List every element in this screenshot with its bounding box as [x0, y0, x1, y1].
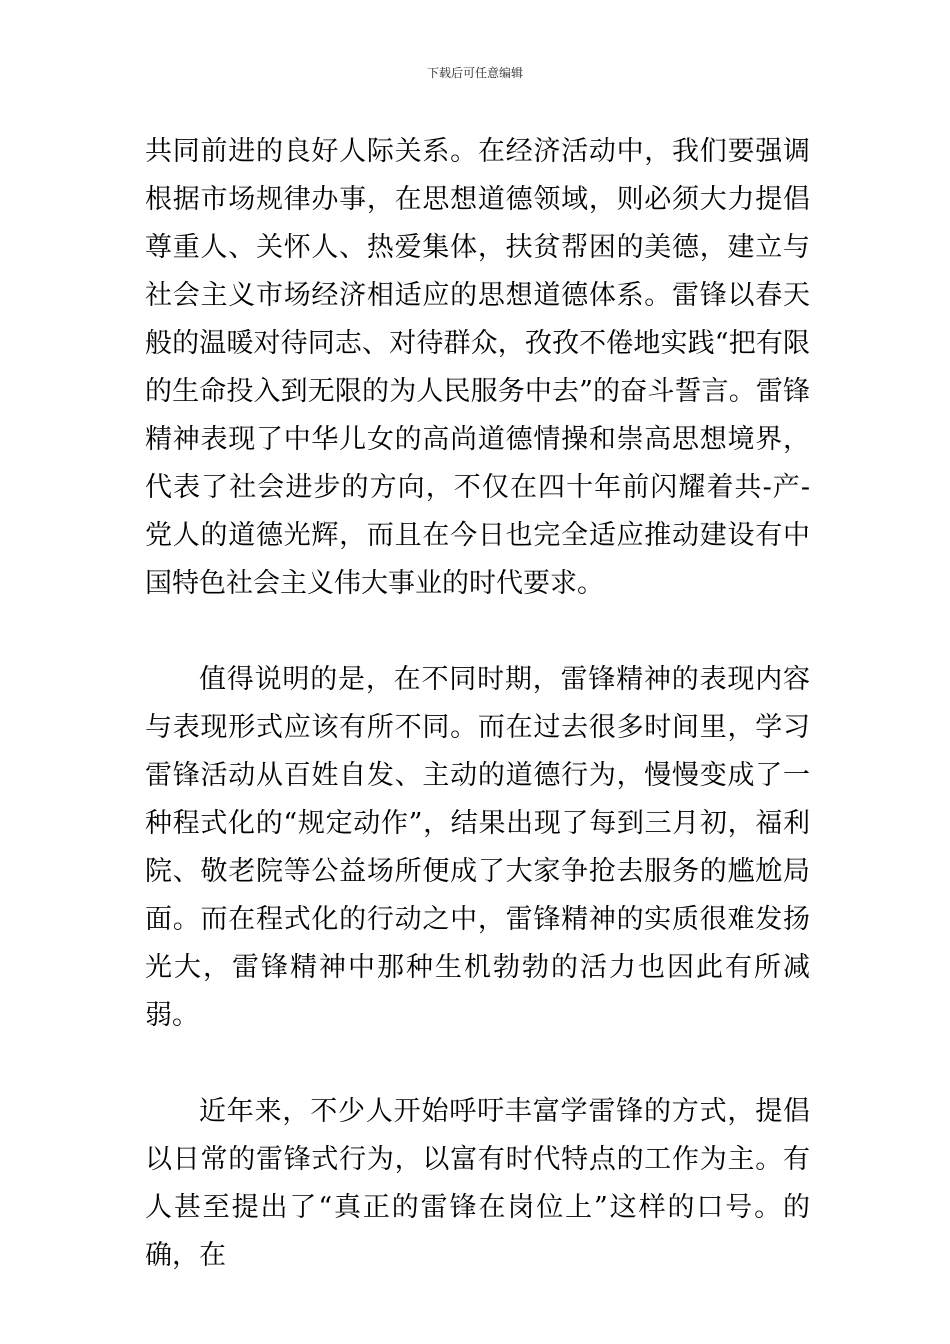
paragraph-1: 共同前进的良好人际关系。在经济活动中，我们要强调根据市场规律办事，在思想道德领域，则必须大力提倡尊重人、关怀人、热爱集体，扶贫帮困的美德，建立与社会主义市场经济相适应的思想道德体系。雷锋以春天般的温暖对待同志、对待群众，孜孜不倦地实践“把有限的生命投入到无限的为人民服务中去”的奋斗誓言。雷锋精神表现了中华儿女的高尚道德情操和崇高思想境界，代表了社会进步的方向，不仅在四十年前闪耀着共-产-党人的道德光辉，而且在今日也完全适应推动建设有中国特色社会主义伟大事业的时代要求。 [145, 136, 810, 599]
document-body [145, 128, 810, 1280]
paragraph-2: 值得说明的是，在不同时期，雷锋精神的表现内容与表现形式应该有所不同。而在过去很多时间里，学习雷锋活动从百姓自发、主动的道德行为，慢慢变成了一种程式化的“规定动作”，结果出现了每到三月初，福利院、敬老院等公益场所便成了大家争抢去服务的尴尬局面。而在程式化的行动之中，雷锋精神的实质很难发扬光大，雷锋精神中那种生机勃勃的活力也因此有所减弱。 [145, 664, 810, 1031]
paragraph-3: 近年来，不少人开始呼吁丰富学雷锋的方式，提倡以日常的雷锋式行为，以富有时代特点的工作为主。有人甚至提出了“真正的雷锋在岗位上”这样的口号。的确，在 [145, 1096, 810, 1271]
page-header: 下载后可任意编辑 [426, 66, 523, 80]
